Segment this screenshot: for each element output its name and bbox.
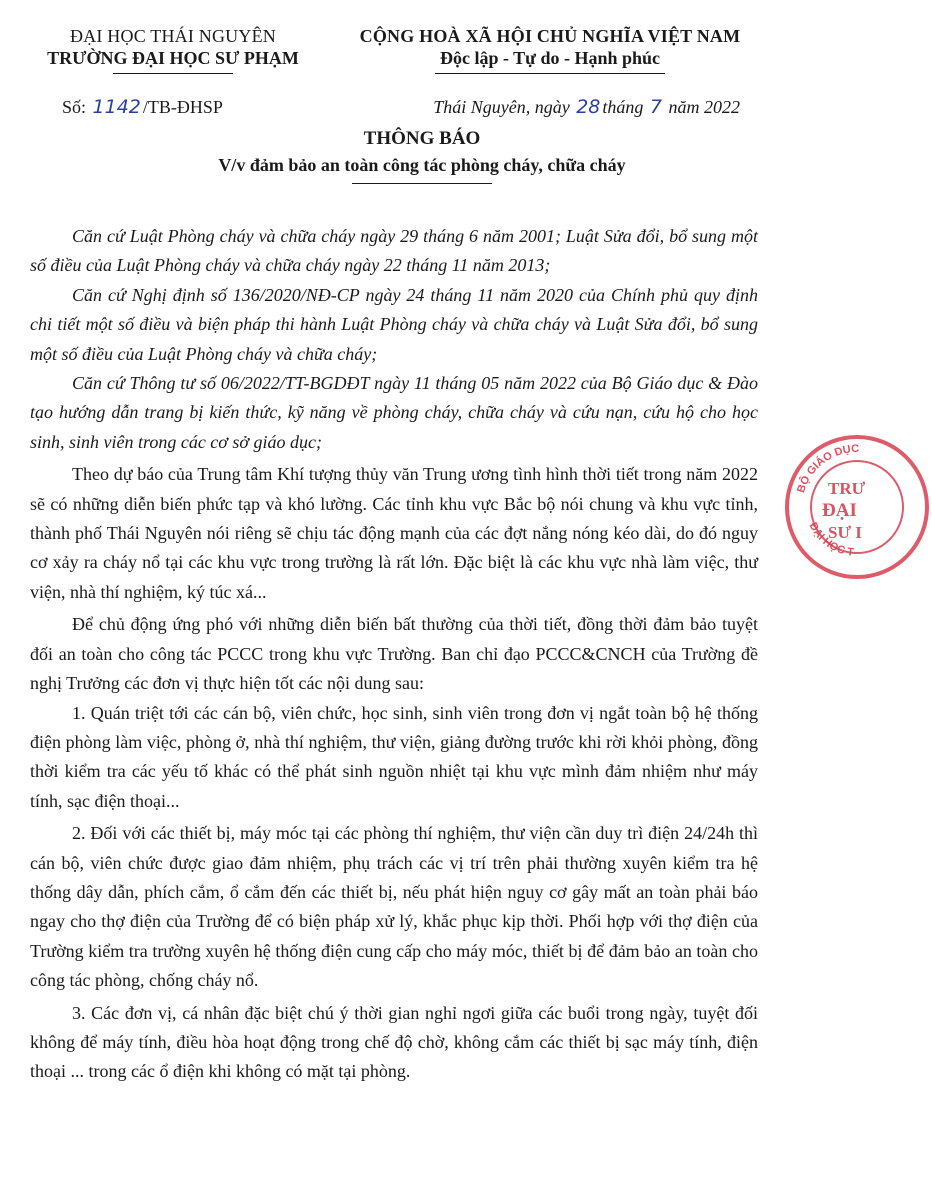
nation-line: CỘNG HOÀ XÃ HỘI CHỦ NGHĨA VIỆT NAM (359, 26, 741, 46)
header-underline (113, 73, 233, 74)
date-year: năm 2022 (668, 97, 740, 117)
national-header (300, 26, 800, 74)
request-paragraph: Để chủ động ứng phó với những diễn biến bất thường của thời tiết, đồng thời đảm bảo tuyệt đối an toàn cho công tác PCCC trong khu vực Trường. Ban chỉ đạo PCCC&CNCH của Trường đề nghị Trưởng các đơn vị thực hiện tốt các nội dung sau: (30, 614, 758, 694)
seal-center-line-3: SƯ I (828, 523, 862, 542)
item-3-paragraph: 3. Các đơn vị, cá nhân đặc biệt chú ý thời gian nghỉ ngơi giữa các buổi trong ngày, tuyệt đối không để máy tính, điều hòa hoạt động trong chế độ chờ, không cắm các thiết bị sạc máy tính, điện thoại ... trong các ổ điện khi không có mặt tại phòng. (30, 1002, 758, 1082)
document-body (30, 222, 758, 1087)
item-2-paragraph: 2. Đối với các thiết bị, máy móc tại các phòng thí nghiệm, thư viện cần duy trì điện 24/24h thì cán bộ, viên chức được giao đảm nhiệm, phụ trách các vị trí trên phải thường xuyên kiểm tra hệ thống dây dẫn, phích cắm, ổ cắm đến các thiết bị, nếu phát hiện nguy cơ gây mất an toàn phải báo ngay cho thợ điện của Trường để có biện pháp xử lý, khắc phục kịp thời. Phối hợp với thợ điện của Trường kiểm tra trường xuyên hệ thống điện cung cấp cho máy móc, thiết bị để đảm bảo an toàn cho công tác phòng, chống cháy nổ. (30, 823, 758, 991)
subtitle-underline (352, 183, 492, 184)
issuer-header (28, 26, 318, 74)
seal-center-line-2: ĐẠI (822, 500, 857, 521)
item-1-paragraph: 1. Quán triệt tới các cán bộ, viên chức, học sinh, sinh viên trong đơn vị ngắt toàn bộ hệ thống điện phòng làm việc, phòng ở, nhà thí nghiệm, thư viện, giảng đường trước khi rời khỏi phòng, đồng thời kiểm tra các yếu tố khác có thể phát sinh nguồn nhiệt tại khu vực mình đảm nhiệm như máy tính, sạc điện thoại... (30, 702, 758, 811)
date-day-handwritten: 28 (576, 96, 601, 118)
seal-bottom-text: ĐẠI HỌC T (806, 520, 855, 559)
ministry-line: ĐẠI HỌC THÁI NGUYÊN (70, 26, 276, 46)
date-month-word: tháng (602, 97, 644, 117)
document-subtitle: V/v đảm bảo an toàn công tác phòng cháy, chữa cháy (218, 155, 626, 175)
seal-outer-text: BỘ GIÁO DỤC (795, 442, 860, 495)
motto-underline (435, 73, 665, 74)
doc-number-prefix: Số: (62, 97, 87, 117)
doc-number-handwritten: 1142 (92, 96, 141, 118)
date-place: Thái Nguyên, ngày (433, 97, 570, 117)
legal-basis-2: Căn cứ Nghị định số 136/2020/NĐ-CP ngày 24 tháng 11 năm 2020 của Chính phủ quy định chi tiết một số điều và biện pháp thi hành Luật Phòng cháy và chữa cháy và Luật Sửa đổi, bổ sung một số điều của Luật Phòng cháy và chữa cháy; (30, 284, 758, 364)
doc-number-suffix: /TB-ĐHSP (142, 97, 223, 117)
date-line (433, 96, 740, 118)
motto-line: Độc lập - Tự do - Hạnh phúc (439, 48, 661, 68)
context-paragraph: Theo dự báo của Trung tâm Khí tượng thủy văn Trung ương tình hình thời tiết trong năm 2022 sẽ có những diễn biến phức tạp và khó lường. Các tỉnh khu vực Bắc bộ nói chung và khu vực tỉnh, thành phố Thái Nguyên nói riêng sẽ chịu tác động mạnh của các đợt nắng nóng kéo dài, do đó nguy cơ xảy ra cháy nổ tại các khu vực trong trường là rất lớn. Đặc biệt là các khu vực nhà làm việc, thư viện, nhà thí nghiệm, ký túc xá... (30, 464, 758, 602)
official-seal-icon (782, 432, 932, 582)
document-number (62, 96, 223, 118)
school-line: TRƯỜNG ĐẠI HỌC SƯ PHẠM (47, 48, 299, 68)
document-title: THÔNG BÁO (363, 128, 481, 149)
seal-center-line-1: TRƯ (828, 479, 866, 498)
date-month-handwritten: 7 (649, 96, 662, 118)
legal-basis-3: Căn cứ Thông tư số 06/2022/TT-BGDĐT ngày 11 tháng 05 năm 2022 của Bộ Giáo dục & Đào tạo hướng dẫn trang bị kiến thức, kỹ năng về phòng cháy, chữa cháy và cứu nạn, cứu hộ cho học sinh, sinh viên trong các cơ sở giáo dục; (30, 373, 758, 452)
legal-basis-1: Căn cứ Luật Phòng cháy và chữa cháy ngày 29 tháng 6 năm 2001; Luật Sửa đổi, bổ sung một số điều của Luật Phòng cháy và chữa cháy ngày 22 tháng 11 năm 2013; (30, 226, 758, 276)
